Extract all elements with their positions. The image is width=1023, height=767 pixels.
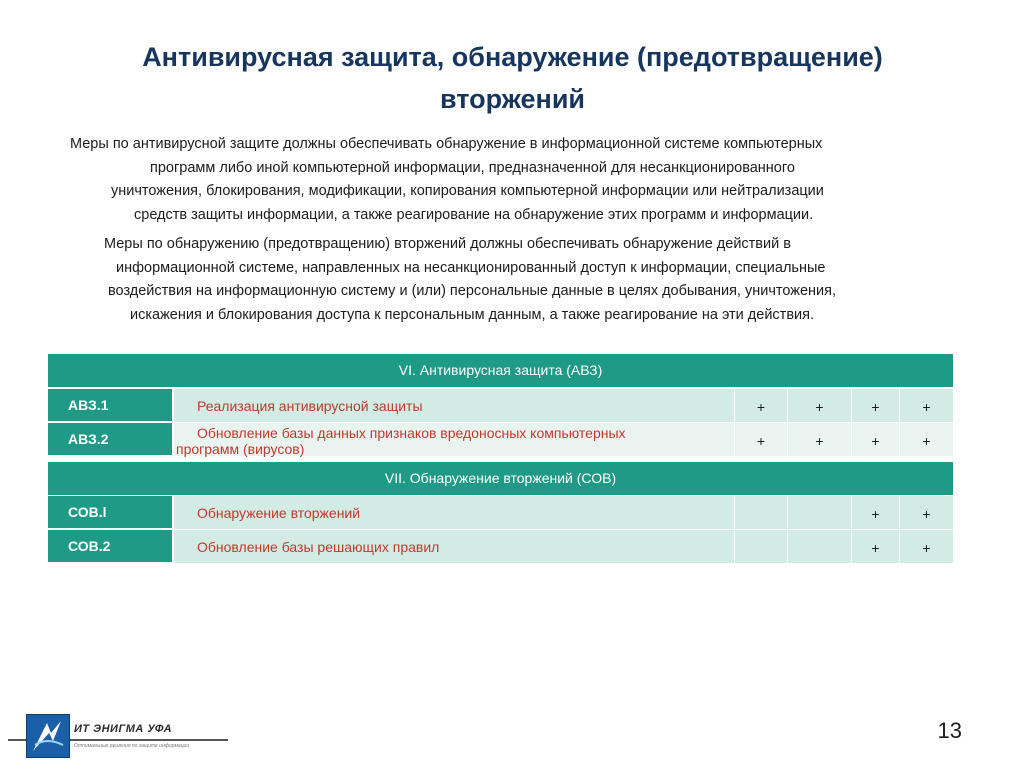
table-row-sov2 xyxy=(48,530,953,564)
logo-name: ИТ ЭНИГМА УФА xyxy=(74,723,173,735)
slide-title xyxy=(60,36,965,120)
table-row-sov1 xyxy=(48,496,953,530)
row-description: Реализация антивирусной защиты xyxy=(172,389,734,423)
mark-cell xyxy=(734,530,787,564)
mark-cell: + xyxy=(787,389,851,423)
mark-cell: + xyxy=(899,423,953,457)
antivirus-paragraph xyxy=(70,133,970,227)
page-number: 13 xyxy=(937,718,962,743)
intrusion-paragraph xyxy=(104,233,964,327)
row-code: СОВ.l xyxy=(48,496,172,530)
row-description xyxy=(172,423,734,457)
mark-cell xyxy=(734,496,787,530)
paragraph-line: средств защиты информации, а также реагирование на обнаружение этих программ и информации. xyxy=(134,206,814,223)
row-description-line: Обновление базы данных признаков вредоносных компьютерных xyxy=(197,425,626,441)
slide-title-line-2: вторжений xyxy=(439,84,586,114)
mark-cell: + xyxy=(851,530,899,564)
mark-cell xyxy=(787,496,851,530)
logo-tagline: Оптимальные решения по защите информации xyxy=(74,743,190,749)
mark-cell: + xyxy=(899,389,953,423)
paragraph-line: программ либо иной компьютерной информации, предназначенной для несанкционированного xyxy=(150,159,795,176)
row-description: Обновление базы решающих правил xyxy=(172,530,734,564)
paragraph-line: информационной системе, направленных на несанкционированный доступ к информации, специальные xyxy=(116,259,826,276)
paragraph-line: уничтожения, блокирования, модификации, копирования компьютерной информации или нейтрализации xyxy=(111,183,824,199)
section-header-intrusion: VII. Обнаружение вторжений (СОВ) xyxy=(48,462,953,495)
slide-title-line-1: Антивирусная защита, обнаружение (предотвращение) xyxy=(142,42,883,72)
mark-cell: + xyxy=(899,496,953,530)
table-row-avz1 xyxy=(48,389,953,423)
mark-cell: + xyxy=(851,423,899,457)
row-code: АВЗ.2 xyxy=(48,423,172,457)
section-header-antivirus: VI. Антивирусная защита (АВЗ) xyxy=(48,354,953,387)
mark-cell: + xyxy=(851,389,899,423)
row-code: СОВ.2 xyxy=(48,530,172,564)
mark-cell: + xyxy=(851,496,899,530)
mark-cell: + xyxy=(734,389,787,423)
mark-cell: + xyxy=(899,530,953,564)
paragraph-line: воздействия на информационную систему и (или) персональные данные в целях добывания, уничтожения, xyxy=(108,283,837,299)
table-row-avz2 xyxy=(48,423,953,457)
row-description: Обнаружение вторжений xyxy=(172,496,734,530)
mark-cell xyxy=(787,530,851,564)
row-description-line: программ (вирусов) xyxy=(176,441,305,457)
row-code: АВЗ.1 xyxy=(48,389,172,423)
mark-cell: + xyxy=(787,423,851,457)
paragraph-line: искажения и блокирования доступа к персональным данным, а также реагирование на эти действия. xyxy=(130,306,814,323)
enigma-logo-icon xyxy=(26,714,70,758)
paragraph-line: Меры по антивирусной защите должны обеспечивать обнаружение в информационной системе компьютерных xyxy=(70,136,823,152)
mark-cell: + xyxy=(734,423,787,457)
paragraph-line: Меры по обнаружению (предотвращению) вторжений должны обеспечивать обнаружение действий в xyxy=(104,236,791,252)
company-logo xyxy=(8,712,233,760)
